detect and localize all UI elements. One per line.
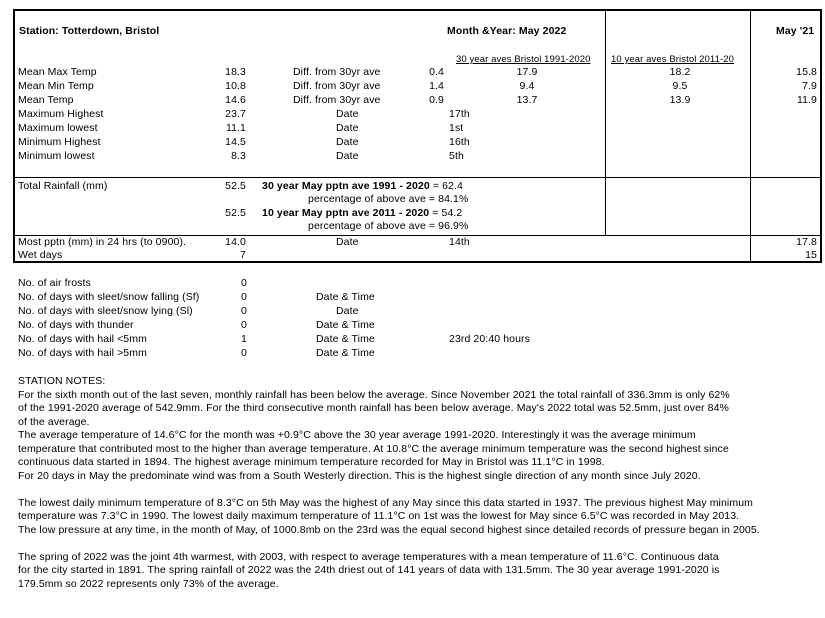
count-label: No. of days with hail >5mm [18,347,147,359]
count-value: 0 [241,305,247,317]
count-value: 0 [241,319,247,331]
ave10-value: 13.9 [669,94,691,106]
notes-line [18,537,808,551]
month-year-title: Month &Year: May 2022 [447,25,567,37]
station-title: Station: Totterdown, Bristol [19,25,160,37]
count-extra: 23rd 20:40 hours [449,333,530,345]
notes-line: continuous data started in 1894. The highest average minimum temperature recorded for May in Bristol was 11.1°C in 1998. [18,456,605,468]
count-date-label: Date & Time [316,319,375,331]
ave30-value: 17.9 [516,66,538,78]
count-value: 0 [241,291,247,303]
rainfall-value-2: 52.5 [225,207,246,219]
notes-line [18,483,808,497]
most-pptn-value: 14.0 [225,236,246,248]
col-divider-2 [750,9,751,263]
ppt10-label: 10 year May pptn ave 2011 - 2020 [262,207,430,219]
extreme-label: Minimum Highest [18,136,101,148]
ave10-value: 9.5 [672,80,688,92]
most-pptn-date: 14th [449,236,470,248]
prev-year-value: 7.9 [802,80,817,92]
count-value: 0 [241,277,247,289]
ave30-value: 9.4 [519,80,535,92]
rule-above-rainfall [14,177,820,178]
notes-line: For 20 days in May the predominate wind was from a South Westerly direction. This is the highest single direction of any month since July 2020. [18,469,701,482]
extreme-value: 11.1 [225,122,246,134]
extreme-date-label: Date [336,122,359,134]
temp-value: 18.3 [225,66,246,78]
ave30-value: 13.7 [516,94,538,106]
extreme-date: 17th [449,108,470,120]
count-date-label: Date & Time [316,333,375,345]
frame-top [13,9,821,11]
notes-line: The average temperature of 14.6°C for the month was +0.9°C above the 30 year average 1991-2020. Interestingly it was the average minimum [18,429,696,441]
ppt30-label: 30 year May pptn ave 1991 - 2020 [262,180,430,192]
wet-days-value: 7 [240,249,246,261]
count-value: 0 [241,347,247,359]
diff-value: 0.9 [429,94,444,106]
diff-label: Diff. from 30yr ave [293,80,381,92]
count-date-label: Date & Time [316,291,375,303]
station-notes [18,375,808,591]
count-date-label: Date [336,305,359,317]
diff-value: 1.4 [429,80,444,92]
pct30-line: percentage of above ave = 84.1% [308,193,469,205]
wet-days-prev: 15 [805,249,817,261]
extreme-label: Minimum lowest [18,150,95,162]
ppt10-value: = 54.2 [429,207,463,219]
notes-line: temperature was 7.3°C in 1990. The lowest daily maximum temperature of 11.1°C on 1st was the lowest for May since 6.5°C was recorded in May 2013. [18,510,740,522]
extreme-date: 16th [449,136,470,148]
most-pptn-prev: 17.8 [796,236,817,248]
extreme-date: 1st [449,122,464,134]
extreme-date-label: Date [336,108,359,120]
notes-line: The lowest daily minimum temperature of 8.3°C on 5th May was the highest of any May since this data started in 1937. The previous highest May minimum [18,496,753,509]
count-label: No. of days with thunder [18,319,134,331]
ave-2011-header: 10 year aves Bristol 2011-20 [611,54,735,65]
temp-value: 10.8 [225,80,246,92]
diff-value: 0.4 [429,66,444,78]
notes-line: of the 1991-2020 average of 542.9mm. For the third consecutive month rainfall has been below average. May's 2022 total was 52.5mm, just over 84% [18,402,729,414]
rainfall-value: 52.5 [225,180,246,192]
count-date-label: Date & Time [316,347,375,359]
ave10-value: 18.2 [669,66,691,78]
ppt10-line [262,207,462,220]
notes-line: temperature that contributed most to the higher than average temperature. At 10.8°C the average minimum temperature was the second highest since [18,442,729,455]
wet-days-label: Wet days [18,249,63,261]
notes-line: The spring of 2022 was the joint 4th warmest, with 2003, with respect to average temperatures with a mean temperature of 11.6°C. Continuous data [18,550,719,563]
temp-label: Mean Temp [18,94,74,106]
ppt30-value: = 62.4 [429,180,463,192]
rainfall-label: Total Rainfall (mm) [18,180,108,192]
extreme-value: 8.3 [231,150,246,162]
col-divider-1 [605,9,606,235]
extreme-date-label: Date [336,150,359,162]
notes-line: of the average. [18,415,90,428]
prev-year-value: 11.9 [796,94,817,106]
count-label: No. of days with sleet/snow falling (Sf) [18,291,200,303]
extreme-label: Maximum lowest [18,122,98,134]
most-pptn-date-label: Date [336,236,359,248]
notes-heading: STATION NOTES: [18,375,106,387]
diff-label: Diff. from 30yr ave [293,66,381,78]
count-label: No. of days with sleet/snow lying (Sl) [18,305,193,317]
count-label: No. of air frosts [18,277,91,289]
diff-label: Diff. from 30yr ave [293,94,381,106]
pct10-line: percentage of above ave = 96.9% [308,220,469,232]
frame-left [13,9,15,263]
notes-line: 179.5mm so 2022 represents only 73% of the average. [18,577,279,590]
temp-label: Mean Min Temp [18,80,94,92]
extreme-date: 5th [449,150,464,162]
notes-line: For the sixth month out of the last seven, monthly rainfall has been below the average. Since November 2021 the total rainfall of 336.3mm is only 62% [18,388,730,401]
temp-label: Mean Max Temp [18,66,97,78]
most-pptn-label: Most pptn (mm) in 24 hrs (to 0900). [18,236,187,248]
prev-year-title: May '21 [776,25,815,37]
ppt30-line [262,180,463,193]
notes-line: for the city started in 1891. The spring rainfall of 2022 was the 24th driest out of 141 years of data with 131.5mm. The 30 year average 1991-2020 is [18,564,720,576]
count-value: 1 [241,333,247,345]
extreme-date-label: Date [336,136,359,148]
count-label: No. of days with hail <5mm [18,333,147,345]
prev-year-value: 15.8 [796,66,817,78]
extreme-value: 14.5 [225,136,246,148]
temp-value: 14.6 [225,94,246,106]
frame-right [820,9,822,263]
notes-line: The low pressure at any time, in the month of May, of 1000.8mb on the 23rd was the equal second highest since detailed records of pressure began in 2005. [18,523,760,536]
ave-1991-header: 30 year aves Bristol 1991-2020 [456,54,591,65]
extreme-label: Maximum Highest [18,108,104,120]
extreme-value: 23.7 [225,108,246,120]
rule-below-wet-days [13,261,822,263]
